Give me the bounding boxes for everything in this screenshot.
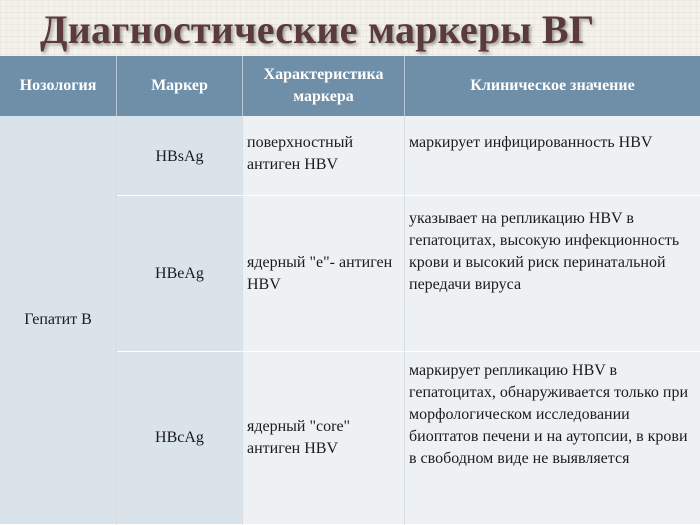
marker-cell xyxy=(117,352,243,525)
marker-label: HBsAg xyxy=(155,148,204,165)
nosology-label: Гепатит В xyxy=(24,311,92,328)
nosology-cell xyxy=(0,116,117,525)
characteristic-cell xyxy=(243,196,405,352)
header-characteristic: Характеристика маркера xyxy=(243,56,405,116)
characteristic-cell xyxy=(243,352,405,525)
slide-title: Диагностические маркеры ВГ xyxy=(40,7,595,52)
clinical-cell: указывает на репликацию HBV в гепатоцитах, высокую инфекционность крови и высокий риск перинатальной передачи вируса xyxy=(405,196,700,352)
characteristic-cell: поверхностный антиген HBV xyxy=(243,116,405,196)
marker-label: HBeAg xyxy=(155,264,204,282)
clinical-cell: маркирует репликацию HBV в гепатоцитах, обнаруживается только при морфологическом исследовании биоптатов печени и на аутопсии, в крови в свободном виде не выявляется xyxy=(405,352,700,525)
marker-cell xyxy=(117,116,243,196)
characteristic-text: ядерный "core" антиген HBV xyxy=(247,418,351,457)
markers-table xyxy=(0,56,700,525)
marker-cell xyxy=(117,196,243,352)
header-nosology: Нозология xyxy=(0,56,117,116)
header-clinical: Клиническое значение xyxy=(405,56,700,116)
marker-label: HBcAg xyxy=(155,429,204,446)
header-marker: Маркер xyxy=(117,56,243,116)
clinical-cell: маркирует инфицированность HBV xyxy=(405,116,700,196)
characteristic-text: ядерный "е"- антиген HBV xyxy=(247,253,393,293)
